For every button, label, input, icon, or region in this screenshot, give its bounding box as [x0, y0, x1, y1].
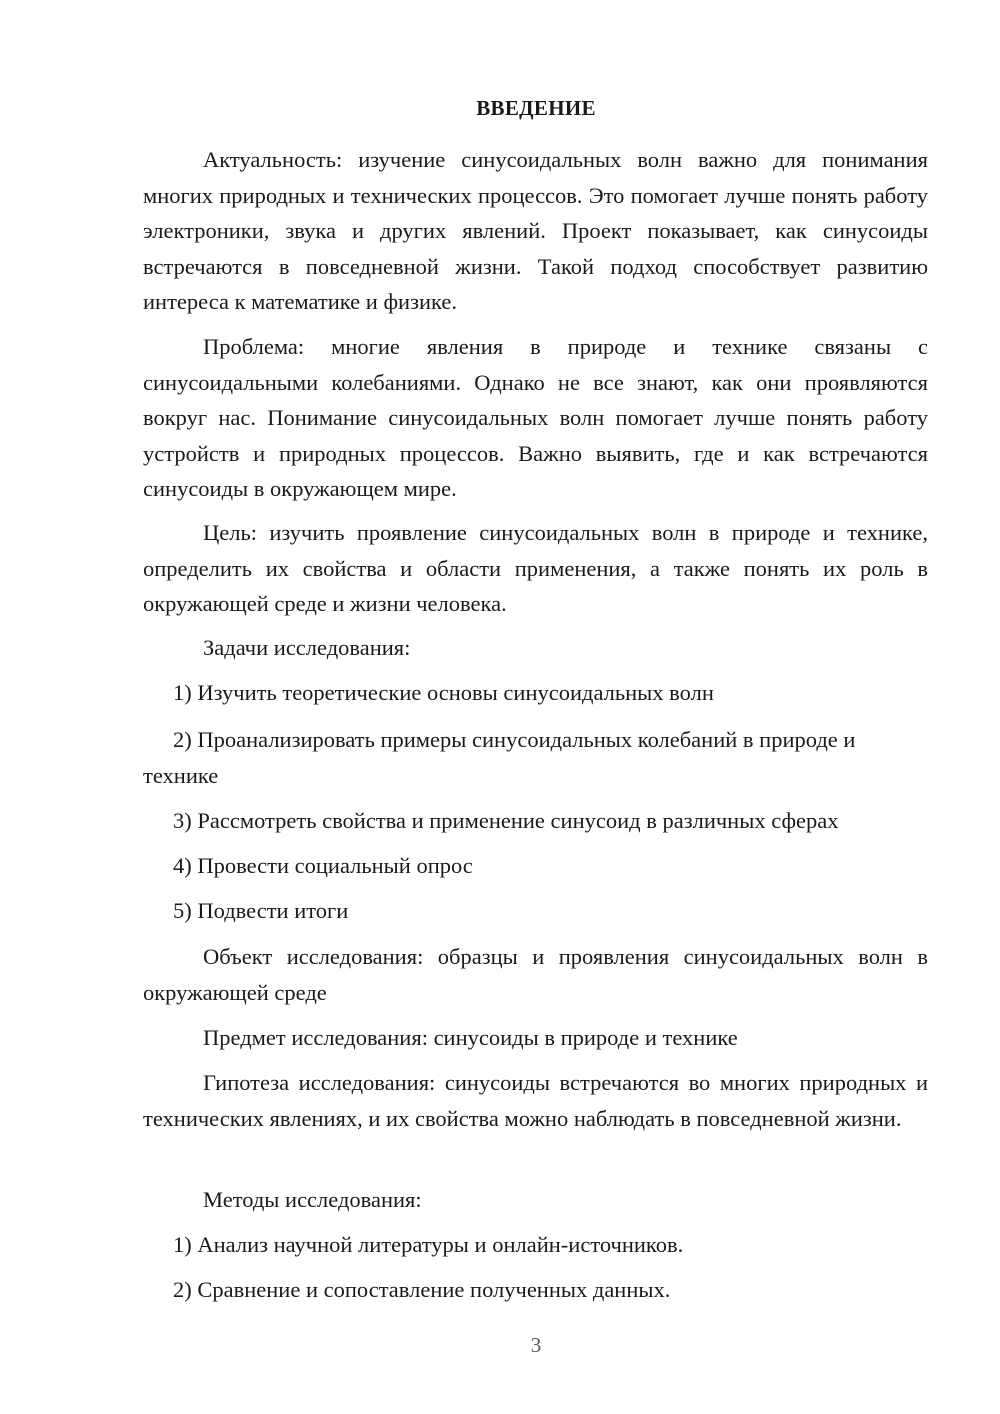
paragraph-problem: Проблема: многие явления в природе и технике связаны с синусоидальными колебаниями. Однако не все знают, как они проявляются вокруг нас. Понимание синусоидальных волн помогает лучше понять работу устройств и природных процессов. Важно выявить, где и как встречаются синусоиды в окружающем мире.: [143, 334, 928, 501]
task-item-2: 2) Проанализировать примеры синусоидальных колебаний в природе и технике: [143, 727, 856, 788]
method-item-2: 2) Сравнение и сопоставление полученных данных.: [173, 1277, 671, 1302]
page-title: ВВЕДЕНИЕ: [476, 96, 596, 120]
paragraph-subject: Предмет исследования: синусоиды в природе и технике: [203, 1025, 738, 1050]
methods-title: Методы исследования:: [203, 1187, 422, 1212]
method-item-1: 1) Анализ научной литературы и онлайн-источников.: [173, 1232, 684, 1257]
task-item-5: 5) Подвести итоги: [173, 898, 349, 923]
tasks-title: Задачи исследования:: [203, 635, 411, 660]
task-item-4: 4) Провести социальный опрос: [173, 853, 473, 878]
task-item-1: 1) Изучить теоретические основы синусоидальных волн: [173, 680, 714, 705]
paragraph-actuality: Актуальность: изучение синусоидальных волн важно для понимания многих природных и технических процессов. Это помогает лучше понять работу электроники, звука и других явлений. Проект показывает, как синусоиды встречаются в повседневной жизни. Такой подход способствует развитию интереса к математике и физике.: [143, 147, 928, 314]
paragraph-goal: Цель: изучить проявление синусоидальных волн в природе и технике, определить их свойства и области применения, а также понять их роль в окружающей среде и жизни человека.: [143, 520, 928, 616]
paragraph-object: Объект исследования: образцы и проявления синусоидальных волн в окружающей среде: [143, 944, 928, 1005]
paragraph-hypothesis: Гипотеза исследования: синусоиды встречаются во многих природных и технических явлениях, и их свойства можно наблюдать в повседневной жизни.: [143, 1070, 928, 1131]
task-item-3: 3) Рассмотреть свойства и применение синусоид в различных сферах: [173, 808, 839, 833]
page-number: 3: [530, 1333, 542, 1357]
